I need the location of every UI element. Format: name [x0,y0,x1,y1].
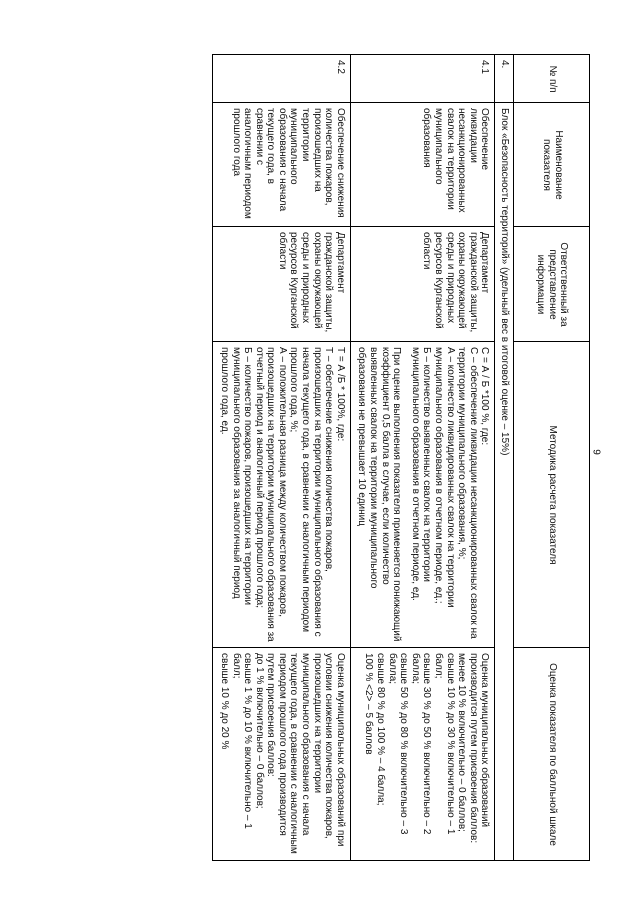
responsible-body: Департамент гражданской защиты, охраны окружающей среды и природных ресурсов Курганской области [213,227,351,342]
method-cell [350,342,495,648]
row-number: 4.2 [213,55,351,103]
indicator-name: Обеспечение ликвидации несанкционированных свалок на территории муниципального образования [350,103,495,227]
row-number: 4.1 [350,55,495,103]
table-row [213,55,351,861]
header-number: № п/п [514,55,590,103]
block-number: 4. [495,55,514,103]
score-text: Оценка муниципальных образований производится путем присвоения баллов: менее 10 % включительно – 0 баллов; свыше 10 % до 30 % включительно – 1 балл; свыше 30 % до 50 % включительно – 2 балла; свыше 50 % до 80 % включительно – 3 балла; свыше 80 % до 100 % – 4 балла; 100 % <2> – 5 баллов [350,648,495,861]
page-number: 9 [590,449,602,455]
table-row [350,55,495,861]
block-row [495,55,514,861]
score-text: Оценка муниципальных образований при условии снижения количества пожаров, произошедших на территории муниципального образования с начала текущего года, в сравнении с аналогичным периодом прошлого года производится путем присвоения баллов: до 1 % включительно – 0 баллов; свыше 1 % до 10 % включительно – 1 балл; свыше 10 % до 20 % [213,648,351,861]
table-header-row [514,55,590,861]
method-text: Т = А /Б * 100%, где: Т – обеспечение снижения количества пожаров, произошедших на территории муниципального образования с начала текущего года, в сравнении с аналогичным периодом прошлого года, %; А – положительная разница между количеством пожаров, произошедших на территории муниципального образования за отчетный период и аналогичный период прошлого года; Б – количество пожаров, произошедших на территории муниципального образования за аналогичный период прошлого года, ед. [218,347,346,642]
method-text: С = А / Б *100 %, где: С – обеспечение ликвидации несанкционированных свалок на территории муниципального образования, %; А – количество ликвидированных свалок на территории муниципального образования в отчетном периоде, ед.; Б – количество выявленных свалок на территории муниципального образования в отчетном периоде, ед. [409,347,491,639]
header-score: Оценка показателя по балльной шкале [514,648,590,861]
responsible-body: Департамент гражданской защиты, охраны окружающей среды и природных ресурсов Курганской области [350,227,495,342]
header-responsible: Ответственный за представление информации [514,227,590,342]
block-title: Блок «Безопасность территорий» (удельный вес в итоговой оценке – 15%) [495,103,514,861]
method-cell [213,342,351,648]
header-name: Наименование показателя [514,103,590,227]
header-method: Методика расчета показателя [514,342,590,648]
method-note: При оценке выполнения показателя применяется понижающий коэффициент 0,5 балла в случае, если количество выявленных свалок на территории муниципального образования не превышает 10 единиц [356,347,403,642]
indicators-table [212,54,590,861]
rotated-page-content [144,54,590,860]
indicator-name: Обеспечение снижения количества пожаров, произошедших на территории муниципального образования с начала текущего года, в сравнении с аналогичным периодом прошлого года [213,103,351,227]
